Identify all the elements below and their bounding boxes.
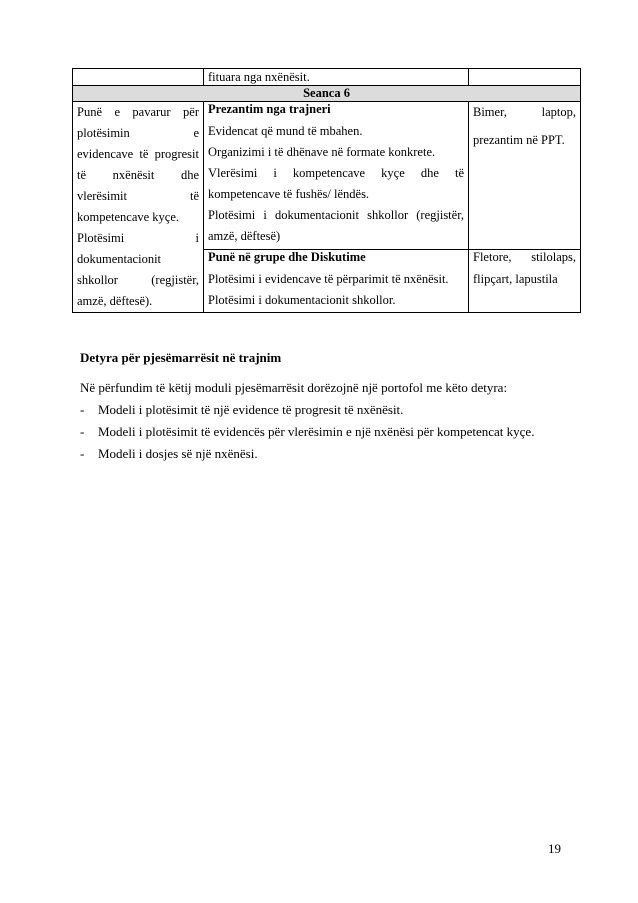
list-item-text: Modeli i plotësimit të një evidence të progresit të nxënësit.	[98, 402, 404, 417]
empty-cell	[469, 69, 581, 86]
materials-line: Bimer, laptop,	[473, 105, 576, 119]
list-item	[80, 402, 534, 424]
group-work-title: Punë në grupe dhe Diskutime	[208, 250, 366, 265]
group-work-line: Plotësimi i dokumentacionit shkollor.	[208, 293, 396, 308]
session-table	[72, 68, 581, 313]
top-row-text: fituara nga nxënësit.	[204, 69, 469, 86]
col-a-line: vlerësimit të	[77, 189, 199, 203]
materials-cell	[469, 250, 581, 313]
session-title: Seanca 6	[73, 86, 581, 102]
presentation-cell	[204, 102, 469, 250]
col-a-line: Plotësimi i	[77, 231, 199, 245]
materials-cell	[469, 102, 581, 250]
group-work-line: Plotësimi i evidencave të përparimit të nxënësit.	[208, 272, 449, 287]
col-a-line: evidencave të progresit	[77, 147, 199, 161]
materials-line: prezantim në PPT.	[473, 133, 565, 147]
list-item-text: Modeli i plotësimit të evidencës për vlerësimin e një nxënësi për kompetencat kyçe.	[98, 424, 535, 439]
col-a-line: plotësimin e	[77, 126, 199, 140]
section-heading: Detyra për pjesëmarrësit në trajnim	[80, 350, 282, 365]
section-intro: Në përfundim të këtij moduli pjesëmarrësit dorëzojnë një portofol me këto detyra:	[80, 380, 508, 395]
empty-cell	[73, 69, 204, 86]
page-number: 19	[548, 841, 561, 856]
materials-line: Fletore, stilolaps,	[473, 250, 576, 265]
presentation-line: Plotësimi i dokumentacionit shkollor (regjistër,	[208, 208, 464, 222]
activity-cell	[73, 102, 204, 313]
task-list	[80, 402, 534, 468]
bullet-dash: -	[80, 446, 85, 461]
col-a-line: dokumentacionit	[77, 252, 162, 266]
col-a-line: kompetencave kyçe.	[77, 210, 180, 224]
materials-line: flipçart, lapustila	[473, 272, 558, 287]
col-a-line: amzë, dëftesë).	[77, 294, 153, 308]
presentation-line: amzë, dëftesë)	[208, 229, 281, 243]
list-item-text: Modeli i dosjes së një nxënësi.	[98, 446, 258, 461]
bullet-dash: -	[80, 402, 85, 417]
col-a-line: të nxënësit dhe	[77, 168, 199, 182]
presentation-line: Organizimi i të dhënave në formate konkrete.	[208, 145, 436, 159]
list-item	[80, 446, 534, 468]
presentation-line: Evidencat që mund të mbahen.	[208, 124, 363, 138]
presentation-line: Vlerësimi i kompetencave kyçe dhe të	[208, 166, 464, 180]
presentation-line: kompetencave të fushës/ lëndës.	[208, 187, 370, 201]
group-work-cell	[204, 250, 469, 313]
col-a-line: Punë e pavarur për	[77, 105, 199, 119]
presentation-title: Prezantim nga trajneri	[208, 102, 331, 116]
list-item	[80, 424, 534, 446]
col-a-line: shkollor (regjistër,	[77, 273, 199, 287]
bullet-dash: -	[80, 424, 85, 439]
